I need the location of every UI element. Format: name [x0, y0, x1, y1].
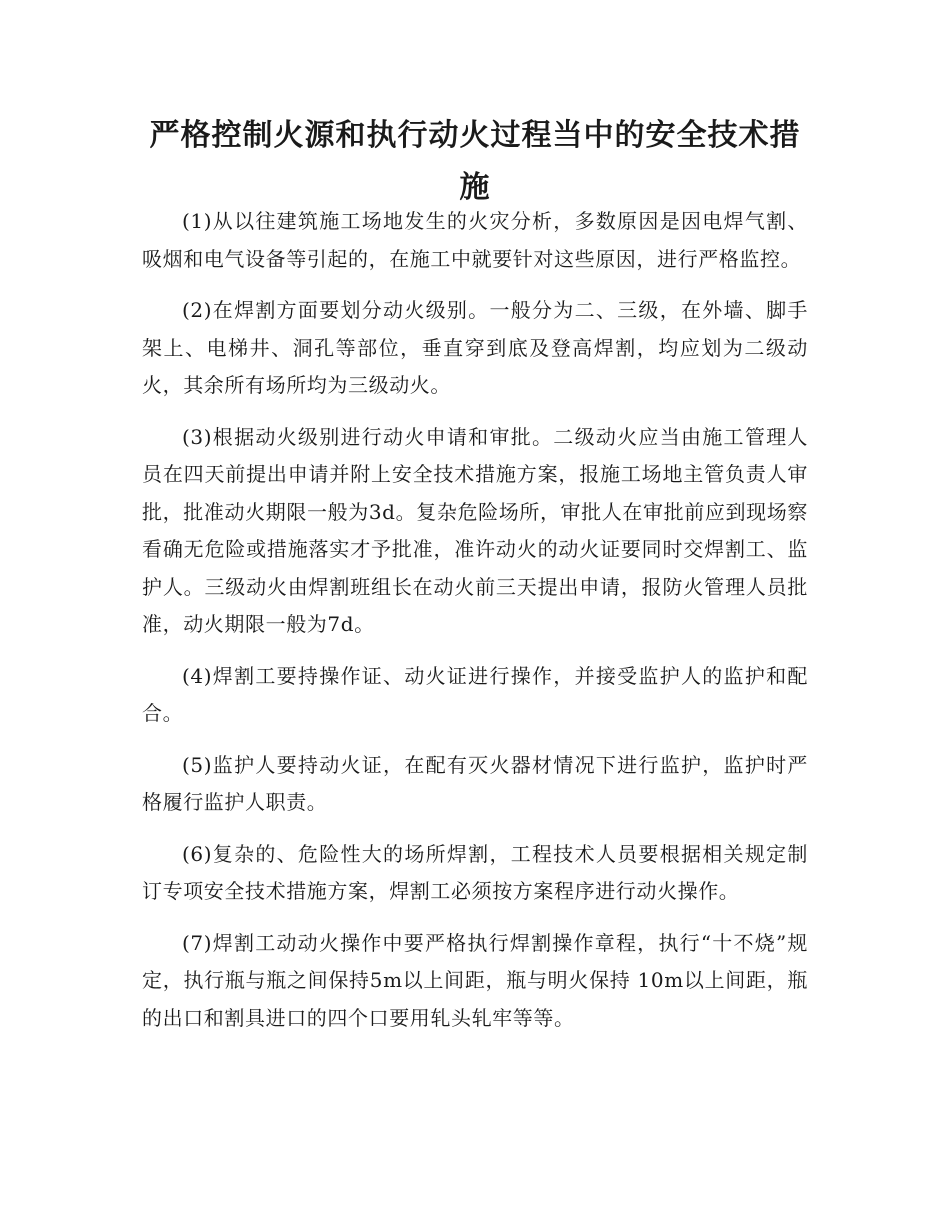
document-title: 严格控制火源和执行动火过程当中的安全技术措施	[149, 118, 801, 205]
paragraph-5: (5)监护人要持动火证，在配有灭火器材情况下进行监护，监护时严格履行监护人职责。	[142, 752, 808, 814]
document-body	[142, 203, 808, 1051]
paragraph-3: (3)根据动火级别进行动火申请和审批。二级动火应当由施工管理人员在四天前提出申请并附上安全技术措施方案，报施工场地主管负责人审批，批准动火期限一般为3d。复杂危险场所，审批人在审批前应到现场察看确无危险或措施落实才予批准，准许动火的动火证要同时交焊割工、监护人。三级动火由焊割班组长在动火前三天提出申请，报防火管理人员批准，动火期限一般为7d。	[142, 424, 808, 636]
paragraph-4: (4)焊割工要持操作证、动火证进行操作，并接受监护人的监护和配合。	[142, 663, 808, 725]
paragraph-6: (6)复杂的、危险性大的场所焊割，工程技术人员要根据相关规定制订专项安全技术措施方案，焊割工必须按方案程序进行动火操作。	[142, 841, 808, 903]
paragraph-7: (7)焊割工动动火操作中要严格执行焊割操作章程，执行“十不烧”规定，执行瓶与瓶之间保持5m以上间距，瓶与明火保持 10m以上间距，瓶的出口和割具进口的四个口要用轧头轧牢等等。	[142, 930, 808, 1030]
paragraph-2: (2)在焊割方面要划分动火级别。一般分为二、三级，在外墙、脚手架上、电梯井、洞孔等部位，垂直穿到底及登高焊割，均应划为二级动火，其余所有场所均为三级动火。	[142, 298, 808, 397]
paragraph-1: (1)从以往建筑施工场地发生的火灾分析，多数原因是因电焊气割、吸烟和电气设备等引起的，在施工中就要针对这些原因，进行严格监控。	[142, 209, 808, 271]
